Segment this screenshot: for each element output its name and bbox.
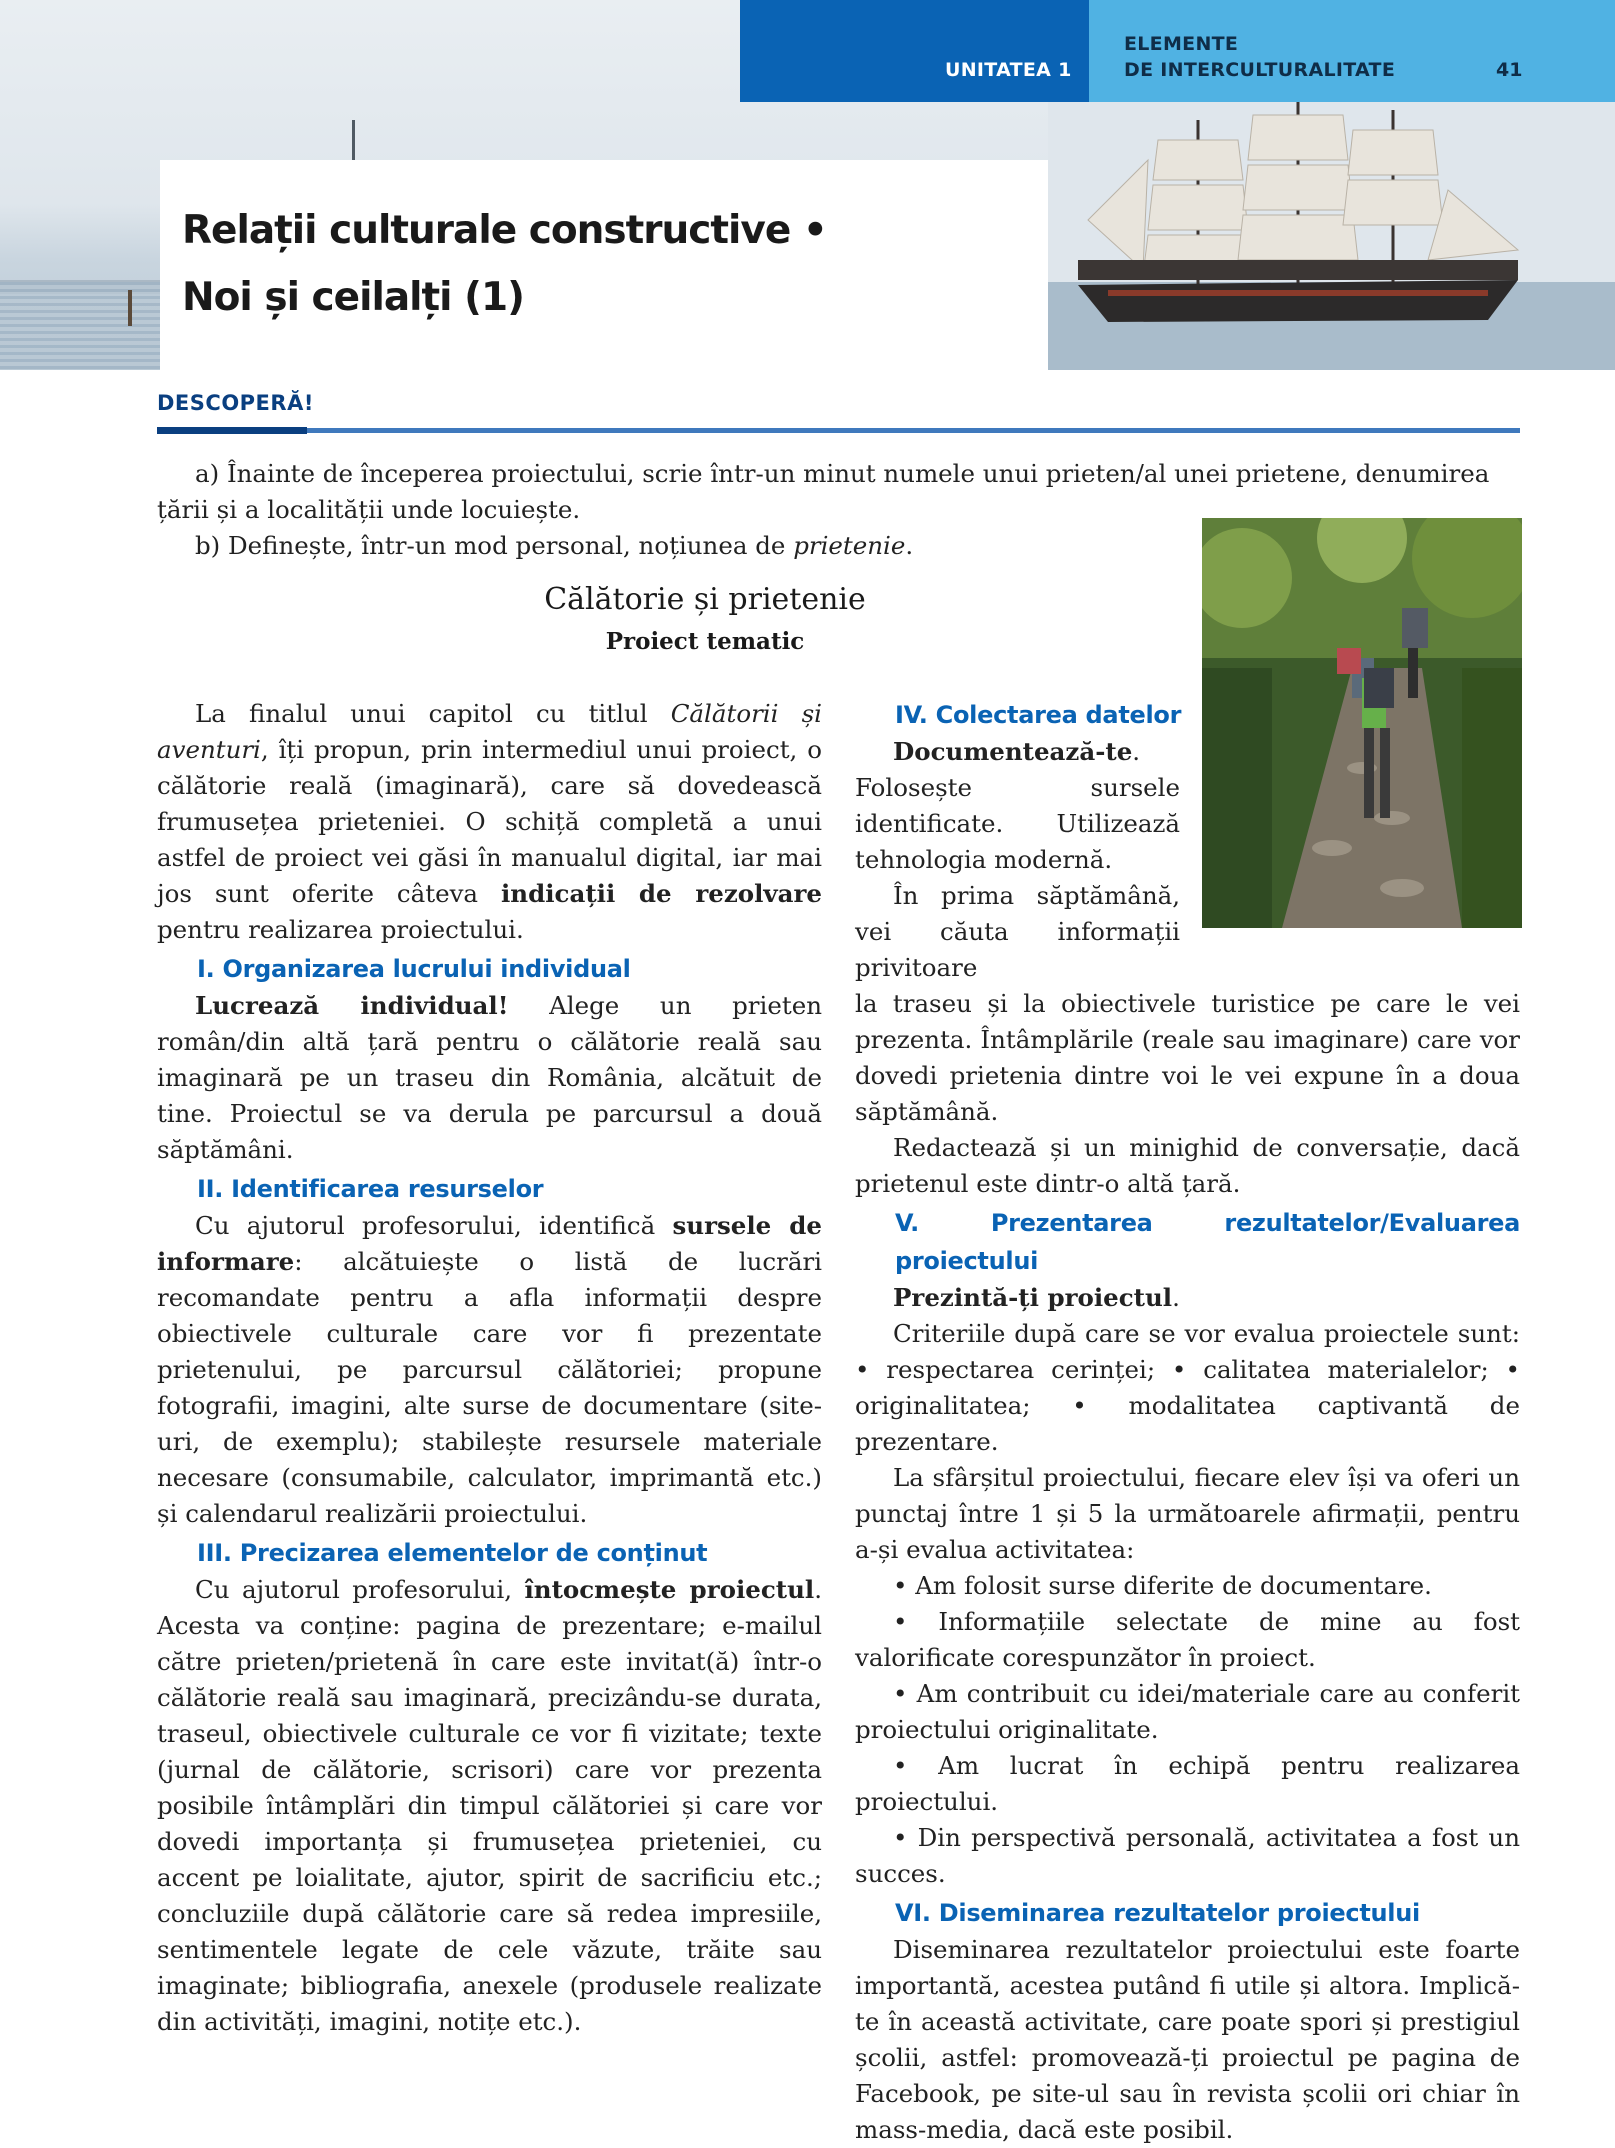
- heading-step-4: IV. Colectarea datelor: [895, 701, 1182, 729]
- step-4-text-1: [855, 734, 1180, 878]
- self-eval-item: • Din perspectivă personală, activitatea a fost un succes.: [855, 1823, 1520, 1888]
- step-5-text-1: [855, 1280, 1520, 1316]
- right-column: [855, 696, 1520, 2148]
- heading-step-1: I. Organizarea lucrului individual: [197, 955, 631, 983]
- page-number: 41: [1496, 59, 1523, 81]
- section-label-line1: ELEMENTE: [1124, 33, 1239, 55]
- step-5-text-2: La sfârșitul proiectului, fiecare elev își va oferi un punctaj între 1 și 5 la următoarele afirmații, pentru a-și evalua activitatea:: [855, 1463, 1520, 1564]
- unit-tab: [740, 0, 1089, 102]
- intro-text-1: La finalul unui capitol cu titlul: [195, 699, 671, 728]
- self-eval-item: • Am folosit surse diferite de documentare.: [893, 1571, 1432, 1600]
- task-b-text: b) Definește, într-un mod personal, noțiunea de: [195, 531, 794, 560]
- discover-rule: [307, 428, 1520, 433]
- intro-chapter-title: Călătorii și aventuri: [157, 699, 822, 764]
- self-eval-item: • Am lucrat în echipă pentru realizarea proiectului.: [855, 1751, 1520, 1816]
- step-3-body-2: . Acesta va conține: pagina de prezentare; e-mailul către prieten/prietenă în care este invitat(ă) într-o călătorie reală sau imaginară, precizându-se durata, traseul, obiectivele culturale ce vor fi vizitate; texte (jurnal de călătorie, scrisori) care vor prezenta posibile întâmplări din timpul călătoriei și care vor dovedi importanța și frumusețea prieteniei, cu accent pe loialitate, ajutor, spirit de sacrificiu etc.; concluziile după călătorie care să redea impresiile, sentimentele legate de cele văzute, trăite sau imaginate; bibliografia, anexele (produsele realizate din activități, imagini, notițe etc.).: [157, 1575, 822, 2036]
- step-3-body-1: Cu ajutorul profesorului,: [195, 1575, 525, 1604]
- discover-heading: DESCOPERĂ!: [157, 391, 314, 415]
- left-column: [157, 696, 822, 2040]
- step-4-text-2-part2: la traseu și la obiectivele turistice pe care le vei prezenta. Întâmplările (reale sau imaginare) care vor dovedi prietenia dintre voi le vei expune în a doua săptămână.: [855, 989, 1520, 1126]
- sailing-ship-photo: [1048, 100, 1615, 370]
- heading-step-2: II. Identificarea resurselor: [197, 1175, 544, 1203]
- step-5-criteria: Criteriile după care se vor evalua proiectele sunt: • respectarea cerinței; • calitatea materialelor; • originalitatea; • modalitatea captivantă de prezentare.: [855, 1319, 1520, 1456]
- project-title: Călătorie și prietenie: [544, 582, 866, 617]
- step-1-bold: Lucrează individual!: [195, 991, 509, 1020]
- self-eval-item: • Am contribuit cu idei/materiale care au conferit proiectului originalitate.: [855, 1679, 1520, 1744]
- step-4-text-3: Redactează și un minighid de conversație, dacă prietenul este dintr-o altă țară.: [855, 1133, 1520, 1198]
- step-3-bold: întocmește proiectul: [524, 1575, 815, 1604]
- step-4-body-1: . Folosește sursele identificate. Utilizează tehnologia modernă.: [855, 737, 1180, 874]
- unit-label: UNITATEA 1: [945, 59, 1072, 81]
- heading-step-5: V. Prezentarea rezultatelor/Evaluarea proiectului: [895, 1209, 1520, 1275]
- step-2-text: [157, 1208, 822, 1532]
- project-subtitle: Proiect tematic: [605, 628, 805, 655]
- section-label-line2: DE INTERCULTURALITATE: [1124, 59, 1396, 81]
- intro-text-3: pentru realizarea proiectului.: [157, 915, 524, 944]
- step-2-body-2: : alcătuiește o listă de lucrări recomandate pentru a afla informații despre obiectivele culturale care vor fi prezentate prietenului, pe parcursul călătoriei; propune fotografii, imagini, alte surse de documentare (site-uri, de exemplu); stabilește resursele materiale necesare (consumabile, calculator, imprimantă etc.) și calendarul realizării proiectului.: [157, 1247, 822, 1528]
- step-3-text: [157, 1572, 822, 2040]
- task-b-end: .: [905, 531, 914, 560]
- heading-step-6: VI. Diseminarea rezultatelor proiectului: [895, 1899, 1420, 1927]
- page-title-line2: Noi și ceilalți (1): [182, 275, 524, 320]
- task-b-term: prietenie: [793, 531, 906, 560]
- discover-rule-accent: [157, 427, 307, 434]
- intro-text-2: , îți propun, prin intermediul unui proiect, o călătorie reală (imaginară), care să dovedească frumusețea prieteniei. O schiță completă a unui astfel de proiect vei găsi în manualul digital, iar mai jos sunt oferite câteva: [157, 735, 822, 908]
- task-a: a) Înainte de începerea proiectului, scrie într-un minut numele unui prieten/al unei prietene, denumirea țării și a localității unde locuiește.: [157, 459, 1490, 524]
- step-4-bold: Documentează-te: [893, 737, 1133, 766]
- step-5-bold: Prezintă-ți proiectul: [893, 1283, 1173, 1312]
- intro-bold: indicații de rezolvare: [500, 879, 822, 908]
- project-intro: [157, 696, 822, 948]
- step-5-dot: .: [1172, 1283, 1180, 1312]
- section-label: [1124, 31, 1395, 83]
- page-title-line1: Relații culturale constructive •: [182, 208, 827, 253]
- distant-sailboat: [128, 290, 132, 326]
- step-2-body-1: Cu ajutorul profesorului, identifică: [195, 1211, 673, 1240]
- heading-step-3: III. Precizarea elementelor de conținut: [197, 1539, 708, 1567]
- step-4-text-2-part1: În prima săptămână, vei căuta informații privitoare: [855, 881, 1180, 982]
- step-2-bold: sursele de informare: [157, 1211, 822, 1276]
- step-1-body: Alege un prieten român/din altă țară pentru o călătorie reală sau imaginară pe un traseu din România, alcătuit de tine. Proiectul se va derula pe parcursul a două săptămâni.: [157, 991, 822, 1164]
- step-4-text-2: [855, 878, 1520, 1130]
- step-1-text: [157, 988, 822, 1168]
- step-6-text: Diseminarea rezultatelor proiectului este foarte importantă, acestea putând fi utile și altora. Implică-te în această activitate, care poate spori și prestigiul școlii, astfel: promovează-ți proiectul pe pagina de Facebook, pe site-ul sau în revista școlii ori chiar în mass-media, dacă este posibil.: [855, 1935, 1520, 2144]
- self-eval-item: • Informațiile selectate de mine au fost valorificate corespunzător în proiect.: [855, 1607, 1520, 1672]
- page-title: [182, 197, 827, 331]
